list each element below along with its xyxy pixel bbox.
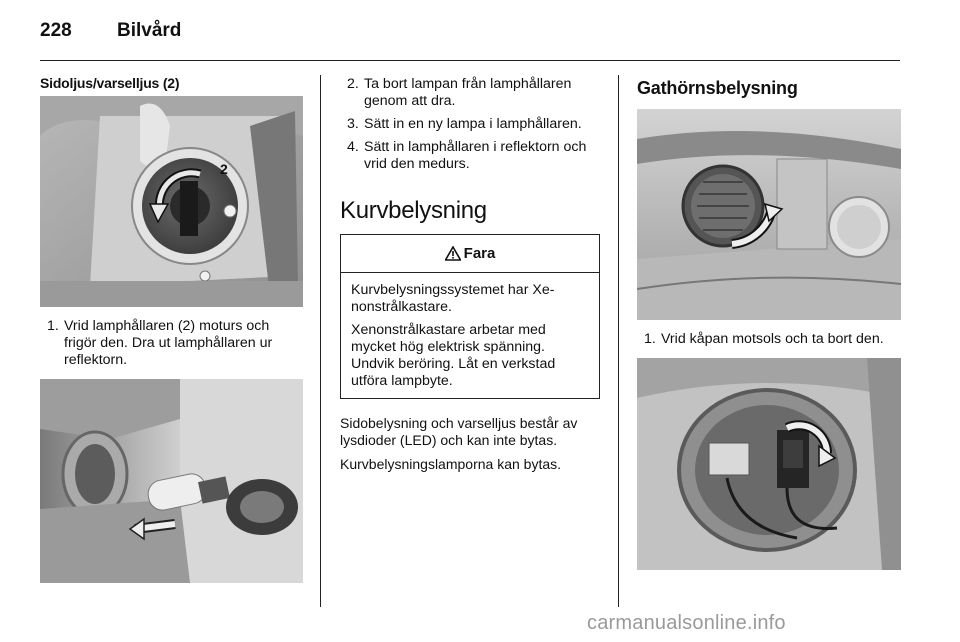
column-divider-1 — [320, 75, 321, 607]
warning-paragraph-1: Kurvbelysningssystemet har Xe- nonstrålkastare. — [351, 282, 555, 315]
column-3 — [637, 75, 901, 570]
danger-warning-box — [340, 234, 600, 399]
step-4: 4. Sätt in lamphållaren i reflektorn och vrid den medurs. — [347, 139, 587, 172]
photo-bulb-socket — [637, 358, 901, 570]
step-1-col3: 1. Vrid kåpan motsols och ta bort den. — [644, 331, 884, 347]
heading-kurvbelysning: Kurvbelysning — [340, 197, 487, 224]
column-divider-2 — [618, 75, 619, 607]
heading-gathornsbelysning: Gathörnsbelysning — [637, 78, 798, 98]
warning-body — [341, 273, 599, 398]
warning-title: Fara — [463, 245, 496, 262]
section-title: Bilvård — [117, 20, 182, 41]
warning-header — [341, 235, 599, 273]
step-3: 3. Sätt in en ny lampa i lamphållaren. — [347, 116, 582, 132]
step-2: 2. Ta bort lampan från lamphållaren genom att dra. — [347, 76, 572, 109]
column-2 — [340, 75, 602, 473]
col3-steps — [637, 331, 901, 348]
photo-cover-rotate — [637, 109, 901, 320]
header-divider — [40, 60, 900, 61]
warning-paragraph-2: Xenonstrålkastare arbetar med mycket hög elektrisk spänning. Undvik beröring. Låt en verkstad utföra lampbyte. — [351, 322, 556, 389]
watermark: carmanualsonline.info — [587, 612, 786, 634]
warning-triangle-icon — [445, 246, 461, 261]
step-1-col1: 1. Vrid lamphållaren (2) moturs och frigör den. Dra ut lamphållaren ur reflektorn. — [47, 318, 273, 368]
col1-steps — [40, 318, 303, 369]
photo-lamp-holder-rotate — [40, 96, 303, 307]
paragraph-led-info: Sidobelysning och varselljus består av lysdioder (LED) och kan inte bytas. — [340, 415, 578, 448]
page-number: 228 — [40, 20, 72, 41]
photo-bulb-removal — [40, 379, 303, 583]
column-1 — [40, 75, 303, 583]
paragraph-bulbs-replaceable: Kurvbelysningslamporna kan bytas. — [340, 456, 562, 472]
photo-callout-2: 2 — [220, 161, 228, 177]
heading-sidoljus: Sidoljus/varselljus (2) — [40, 75, 180, 91]
